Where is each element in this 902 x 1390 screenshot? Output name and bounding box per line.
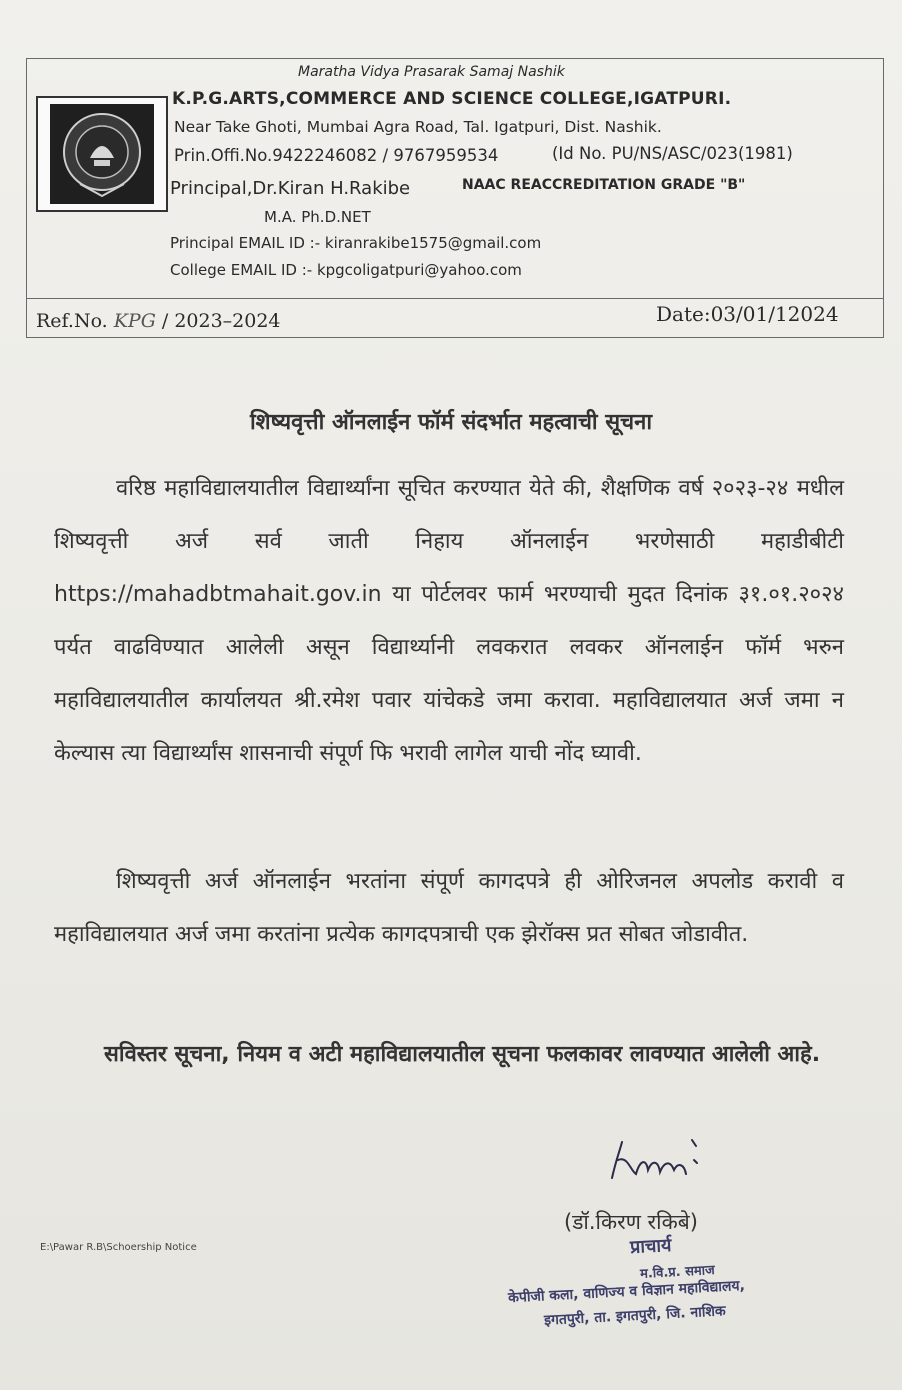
college-name: K.P.G.ARTS,COMMERCE AND SCIENCE COLLEGE,IGATPURI.	[172, 89, 732, 109]
principal-name: Principal,Dr.Kiran H.Rakibe	[170, 178, 411, 199]
naac-grade: NAAC REACCREDITATION GRADE "B"	[462, 177, 746, 193]
notice-date: Date:03/01/12024	[656, 302, 839, 326]
ref-year: / 2023–2024	[161, 310, 281, 332]
society-name: Maratha Vidya Prasarak Samaj Nashik	[298, 64, 565, 80]
notice-paragraph-2: शिष्यवृत्ती अर्ज ऑनलाईन भरतांना संपूर्ण कागदपत्रे ही ओरिजनल अपलोड करावी व महाविद्यालयात अर्ज जमा करतांना प्रत्येक कागदपत्राची एक झेरॉक्स प्रत सोबत जोडावीत.	[54, 869, 844, 947]
principal-email: Principal EMAIL ID :- kiranrakibe1575@gmail.com	[170, 234, 542, 252]
principal-qualifications: M.A. Ph.D.NET	[264, 208, 371, 226]
signatory-name: (डॉ.किरण रकिबे)	[564, 1210, 698, 1234]
college-id-number: (Id No. PU/NS/ASC/023(1981)	[552, 144, 793, 163]
reference-number	[36, 310, 281, 332]
file-path-note: E:\Pawar R.B\Schoership Notice	[40, 1242, 197, 1253]
principal-signature	[600, 1130, 710, 1190]
college-seal-icon	[50, 104, 154, 204]
ref-label: Ref.No.	[36, 310, 108, 332]
notice-paragraph-3: सविस्तर सूचना, नियम व अटी महाविद्यालयातील सूचना फलकावर लावण्यात आलेली आहे.	[104, 1042, 821, 1067]
college-address: Near Take Ghoti, Mumbai Agra Road, Tal. Igatpuri, Dist. Nashik.	[174, 118, 662, 136]
college-logo	[36, 96, 168, 212]
notice-title: शिष्यवृत्ती ऑनलाईन फॉर्म संदर्भात महत्वाची सूचना	[249, 410, 653, 435]
letterhead-divider	[26, 298, 884, 299]
office-phones: Prin.Offi.No.9422246082 / 9767959534	[174, 146, 499, 165]
ref-code: KPG	[113, 310, 156, 332]
college-email: College EMAIL ID :- kpgcoligatpuri@yahoo.com	[170, 261, 522, 279]
stamp-college: केपीजी कला, वाणिज्य व विज्ञान महाविद्यालय,	[507, 1277, 746, 1307]
stamp-designation: प्राचार्य	[629, 1234, 672, 1259]
stamp-society: म.वि.प्र. समाज	[639, 1263, 716, 1282]
stamp-location: इगतपुरी, ता. इगतपुरी, जि. नाशिक	[543, 1303, 727, 1329]
notice-paragraph-1: वरिष्ठ महाविद्यालयातील विद्यार्थ्यांना सूचित करण्यात येते की, शैक्षणिक वर्ष २०२३-२४ मधील शिष्यवृत्ती अर्ज सर्व जाती निहाय ऑनलाईन भरणेसाठी महाडीबीटी https://mahadbtmahait.gov.in या पोर्टलवर फार्म भरण्याची मुदत दिनांक ३१.०१.२०२४ पर्यत वाढविण्यात आलेली असून विद्यार्थ्यानी लवकरात लवकर ऑनलाईन फॉर्म भरुन महाविद्यालयातील कार्यालयत श्री.रमेश पवार यांचेकडे जमा करावा. महाविद्यालयात अर्ज जमा न केल्यास त्या विद्यार्थ्यांस शासनाची संपूर्ण फि भरावी लागेल याची नोंद घ्यावी.	[54, 476, 844, 766]
